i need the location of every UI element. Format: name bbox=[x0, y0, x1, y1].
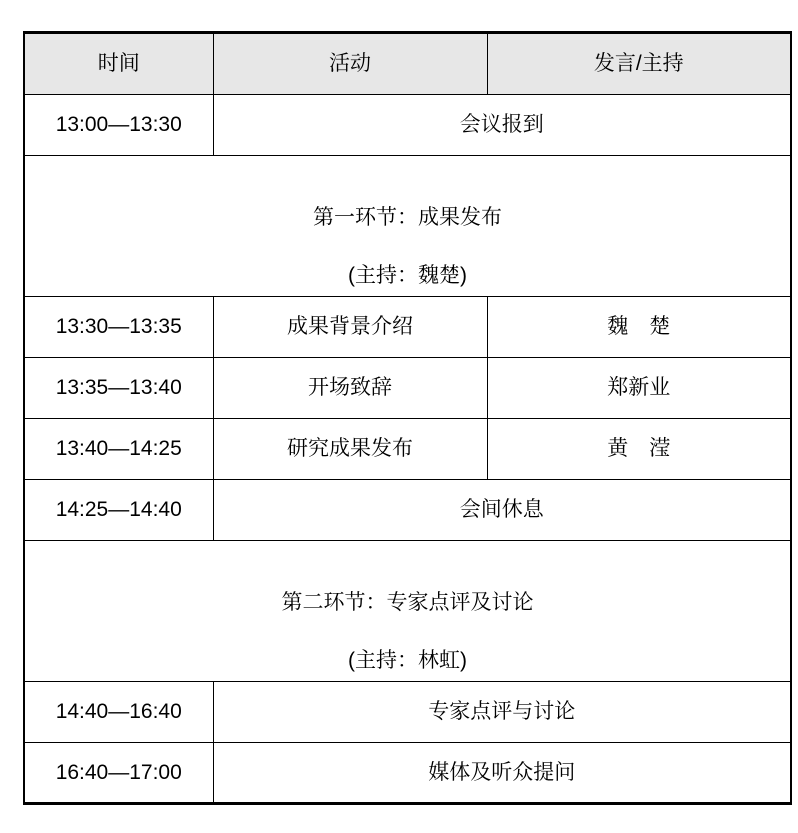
time-cell: 13:35—13:40 bbox=[24, 358, 213, 419]
activity-cell-merged: 专家点评与讨论 bbox=[213, 682, 791, 743]
section-cell bbox=[24, 156, 791, 297]
table-row bbox=[24, 682, 791, 743]
time-cell: 14:25—14:40 bbox=[24, 480, 213, 541]
activity-cell: 开场致辞 bbox=[213, 358, 487, 419]
time-cell: 13:40—14:25 bbox=[24, 419, 213, 480]
time-cell: 13:30—13:35 bbox=[24, 297, 213, 358]
speaker-cell: 郑新业 bbox=[487, 358, 791, 419]
table-row bbox=[24, 743, 791, 804]
activity-cell-merged: 媒体及听众提问 bbox=[213, 743, 791, 804]
section-row bbox=[24, 541, 791, 682]
table-row bbox=[24, 358, 791, 419]
section-row bbox=[24, 156, 791, 297]
table-row bbox=[24, 297, 791, 358]
table-header-row bbox=[24, 33, 791, 95]
table-row bbox=[24, 95, 791, 156]
section-cell bbox=[24, 541, 791, 682]
section-host: (主持：魏楚) bbox=[348, 264, 467, 287]
activity-cell: 成果背景介绍 bbox=[213, 297, 487, 358]
section-title: 第一环节：成果发布 bbox=[313, 206, 502, 229]
section-title: 第二环节：专家点评及讨论 bbox=[281, 591, 534, 614]
column-header-speaker: 发言/主持 bbox=[487, 33, 791, 95]
activity-cell-merged: 会间休息 bbox=[213, 480, 791, 541]
activity-cell: 研究成果发布 bbox=[213, 419, 487, 480]
section-host: (主持：林虹) bbox=[348, 649, 467, 672]
table-row bbox=[24, 419, 791, 480]
table-row bbox=[24, 480, 791, 541]
activity-cell-merged: 会议报到 bbox=[213, 95, 791, 156]
time-cell: 14:40—16:40 bbox=[24, 682, 213, 743]
speaker-cell: 黄 滢 bbox=[487, 419, 791, 480]
column-header-time: 时间 bbox=[24, 33, 213, 95]
column-header-activity: 活动 bbox=[213, 33, 487, 95]
time-cell: 16:40—17:00 bbox=[24, 743, 213, 804]
time-cell: 13:00—13:30 bbox=[24, 95, 213, 156]
agenda-table bbox=[23, 31, 792, 805]
speaker-cell: 魏 楚 bbox=[487, 297, 791, 358]
